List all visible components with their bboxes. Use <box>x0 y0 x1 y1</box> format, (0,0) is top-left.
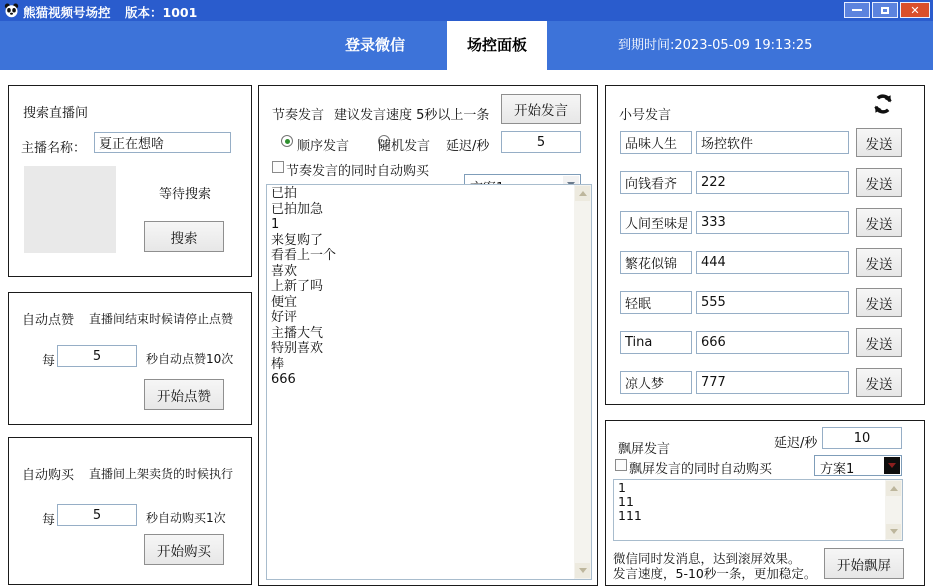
account-message-input[interactable] <box>696 211 849 234</box>
search-liveroom-panel <box>8 85 252 277</box>
float-note-line1: 微信同时发消息，达到滚屏效果。 <box>613 551 801 566</box>
maximize-button[interactable] <box>872 2 898 18</box>
search-status-text: 等待搜索 <box>159 187 212 202</box>
float-autobuy-checkbox[interactable] <box>615 459 627 471</box>
send-button[interactable]: 发送 <box>856 128 902 157</box>
auto-like-hint: 直播间结束时候请停止点赞 <box>89 312 234 326</box>
float-panel-title: 飘屏发言 <box>618 442 671 457</box>
scroll-up-button[interactable] <box>886 481 901 496</box>
float-plan-dropdown-button[interactable] <box>884 457 900 474</box>
account-name-input[interactable] <box>620 371 692 394</box>
start-buy-button[interactable]: 开始购买 <box>144 534 224 565</box>
auto-like-title: 自动点赞 <box>22 313 75 328</box>
sequential-radio-label[interactable]: 顺序发言 <box>297 139 350 154</box>
auto-buy-every-label: 每 <box>42 513 56 528</box>
rhythm-title: 节奏发言 <box>272 108 325 123</box>
search-panel-title: 搜索直播间 <box>23 106 89 121</box>
app-title: 熊猫视频号场控 <box>23 5 111 20</box>
rhythm-messages-textarea[interactable] <box>267 185 574 579</box>
tab-login-wechat[interactable]: 登录微信 <box>344 36 405 54</box>
expiry-datetime: 到期时间:2023-05-09 19:13:25 <box>618 38 813 53</box>
tab-control-panel[interactable]: 场控面板 <box>447 21 547 70</box>
account-name-input[interactable] <box>620 291 692 314</box>
start-float-button[interactable]: 开始飘屏 <box>824 548 904 579</box>
send-button[interactable]: 发送 <box>856 288 902 317</box>
auto-buy-panel <box>8 437 252 585</box>
float-note-line2: 发言速度，5-10秒一条，更加稳定。 <box>613 566 817 581</box>
scroll-up-icon <box>890 486 898 491</box>
start-like-button[interactable]: 开始点赞 <box>144 379 224 410</box>
auto-like-panel <box>8 292 252 425</box>
rhythm-messages-box <box>266 184 592 580</box>
rhythm-delay-input[interactable] <box>501 131 581 153</box>
alt-panel-title: 小号发言 <box>619 108 672 123</box>
host-name-label: 主播名称： <box>21 141 87 156</box>
search-button[interactable]: 搜索 <box>144 221 224 252</box>
account-message-input[interactable] <box>696 291 849 314</box>
refresh-icon[interactable] <box>871 92 895 120</box>
auto-buy-hint: 直播间上架卖货的时候执行 <box>89 467 234 481</box>
send-button[interactable]: 发送 <box>856 328 902 357</box>
float-autobuy-label[interactable]: 飘屏发言的同时自动购买 <box>629 462 773 477</box>
float-plan-value: 方案1 <box>820 462 855 477</box>
send-button[interactable]: 发送 <box>856 248 902 277</box>
account-message-input[interactable] <box>696 331 849 354</box>
float-screen-panel <box>605 420 925 586</box>
liveroom-thumbnail-placeholder <box>24 166 116 253</box>
float-delay-input[interactable] <box>822 427 902 449</box>
auto-buy-interval-input[interactable] <box>57 504 137 526</box>
float-messages-textarea[interactable] <box>614 480 885 540</box>
titlebar <box>0 0 933 21</box>
float-messages-box <box>613 479 903 541</box>
account-name-input[interactable] <box>620 171 692 194</box>
random-radio-label[interactable]: 随机发言 <box>378 139 431 154</box>
delay-label: 延迟/秒 <box>446 139 490 154</box>
close-icon: ✕ <box>910 3 920 17</box>
panda-logo-icon <box>4 3 19 18</box>
account-message-input[interactable] <box>696 131 849 154</box>
account-name-input[interactable] <box>620 131 692 154</box>
alt-account-speech-panel <box>605 85 925 405</box>
minimize-icon <box>852 9 862 11</box>
host-name-input[interactable] <box>94 132 231 153</box>
rhythm-hint: 建议发言速度 5秒以上一条 <box>334 108 490 123</box>
auto-like-suffix: 秒自动点赞10次 <box>146 352 234 366</box>
minimize-button[interactable] <box>844 2 870 18</box>
float-delay-label: 延迟/秒 <box>774 436 818 451</box>
float-scrollbar[interactable] <box>885 480 902 540</box>
scroll-down-button[interactable] <box>575 563 590 578</box>
account-name-input[interactable] <box>620 211 692 234</box>
chevron-down-icon <box>888 463 896 468</box>
scroll-down-icon <box>890 529 898 534</box>
rhythm-speech-panel <box>258 85 598 586</box>
account-name-input[interactable] <box>620 331 692 354</box>
auto-buy-title: 自动购买 <box>22 468 75 483</box>
window-controls <box>844 2 930 18</box>
send-button[interactable]: 发送 <box>856 208 902 237</box>
sequential-radio[interactable] <box>281 135 293 147</box>
header-band <box>0 21 933 70</box>
send-button[interactable]: 发送 <box>856 168 902 197</box>
account-message-input[interactable] <box>696 251 849 274</box>
rhythm-autobuy-label[interactable]: 节奏发言的同时自动购买 <box>286 164 430 179</box>
account-message-input[interactable] <box>696 171 849 194</box>
scroll-up-icon <box>579 191 587 196</box>
float-plan-select[interactable] <box>814 455 902 476</box>
scroll-down-icon <box>579 568 587 573</box>
rhythm-scrollbar[interactable] <box>574 185 591 579</box>
start-speech-button[interactable]: 开始发言 <box>501 94 581 124</box>
close-button[interactable] <box>900 2 930 18</box>
app-version: 版本：1001 <box>125 5 198 20</box>
rhythm-autobuy-checkbox[interactable] <box>272 161 284 173</box>
scroll-down-button[interactable] <box>886 524 901 539</box>
account-name-input[interactable] <box>620 251 692 274</box>
send-button[interactable]: 发送 <box>856 368 902 397</box>
auto-like-every-label: 每 <box>42 354 56 369</box>
scroll-up-button[interactable] <box>575 186 590 201</box>
account-message-input[interactable] <box>696 371 849 394</box>
auto-like-interval-input[interactable] <box>57 345 137 367</box>
maximize-icon <box>881 7 889 14</box>
auto-buy-suffix: 秒自动购买1次 <box>146 511 226 525</box>
